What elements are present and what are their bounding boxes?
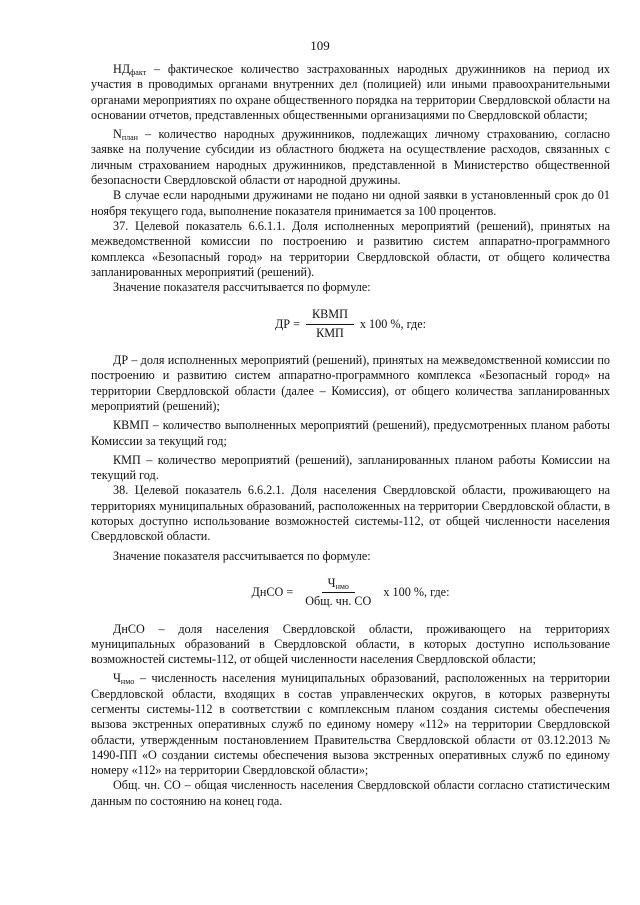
formula-dr [91, 307, 610, 341]
paragraph-chnmo-definition [91, 671, 610, 778]
symbol: НД [113, 62, 131, 76]
formula-numerator: КВМП [306, 307, 354, 324]
formula-fraction [306, 307, 354, 341]
formula-left: ДР = [274, 316, 300, 331]
formula-numerator-subscript: нмо [335, 581, 349, 591]
symbol-subscript: план [121, 133, 138, 143]
paragraph-nd-fact [91, 62, 610, 123]
definition-text: – количество народных дружинников, подлежащих личному страхованию, согласно заявке на получение субсидии из областного бюджета на осуществление расходов, связанных с личным страхованием народных дружинников, представленной в Министерство общественной безопасности Свердловской области от народной дружины. [91, 127, 610, 188]
formula-right: x 100 %, где: [383, 585, 450, 600]
formula-denominator: КМП [316, 325, 344, 340]
paragraph-formula-intro-2: Значение показателя рассчитывается по формуле: [113, 548, 371, 563]
definition-text: – фактическое количество застрахованных народных дружинников на период их участия в проводимых органами внутренних дел (полицией) или иными правоохранительными органами мероприятиях по охране общественного порядка на территории Свердловской области на основании отчетов, представленных общественными организациями по Свердловской области; [91, 62, 610, 122]
paragraph-kmp-definition: КМП – количество мероприятий (решений), запланированных планом работы Комиссии на текущий год. [91, 452, 610, 483]
paragraph-kvmp-definition: КВМП – количество выполненных мероприятий (решений), предусмотренных планом работы Комиссии за текущий год; [91, 418, 610, 448]
symbol: N [113, 127, 122, 142]
formula-denominator: Общ. чн. СО [305, 594, 372, 609]
document-body [91, 62, 610, 809]
formula-left: ДнСО = [251, 585, 294, 600]
symbol: Ч [113, 671, 121, 686]
formula-numerator [322, 576, 355, 593]
formula-right: x 100 %, где: [359, 316, 427, 331]
paragraph-indicator-38: 38. Целевой показатель 6.6.2.1. Доля населения Свердловской области, проживающего на территориях муниципальных образований, расположенных на территории Свердловской области, в которых доступно использование возможностей системы-112, от общей численности населения Свердловской области. [91, 483, 610, 544]
paragraph-formula-intro-1: Значение показателя рассчитывается по формуле: [113, 280, 371, 295]
paragraph-obsch-definition: Общ. чн. СО – общая численность населения Свердловской области согласно статистическим данным по состоянию на конец года. [91, 778, 610, 808]
formula-dnso [91, 576, 610, 610]
formula-numerator-symbol: Ч [327, 575, 336, 590]
definition-text: – численность населения муниципальных образований, расположенных на территории Свердловской области, входящих в состав управленческих округов, в которых развернуты сегменты системы-112 в соответствии с комплексным планом создания системы обеспечения вызова экстренных оперативных служб по единому номеру «112» на территории Свердловской области, утвержденным постановлением Правительства Свердловской области от 03.12.2013 № 1490-ПП «О создании системы обеспечения вызова экстренных оперативных служб по единому номеру «112» на территории Свердловской области»; [91, 671, 610, 778]
symbol-subscript: нмо [120, 677, 135, 687]
paragraph-no-applications: В случае если народными дружинами не подано ни одной заявки в установленный срок до 01 ноября текущего года, выполнение показателя принимается за 100 процентов. [91, 188, 610, 218]
page-number: 109 [310, 38, 330, 53]
symbol-subscript: факт [130, 68, 147, 77]
paragraph-indicator-37: 37. Целевой показатель 6.6.1.1. Доля исполненных мероприятий (решений), принятых на межведомственной комиссии по построению и развитию систем аппаратно-программного комплекса «Безопасный город» на территории Свердловской области, от общего количества запланированных мероприятий (решений). [91, 218, 610, 279]
paragraph-dnso-definition: ДнСО – доля населения Свердловской области, проживающего на территориях муниципальных образований в Свердловской области, в которых доступно использование возможностей системы-112, от общей численности населения Свердловской области; [91, 621, 610, 667]
paragraph-dr-definition: ДР – доля исполненных мероприятий (решений), принятых на межведомственной комиссии по построению и развитию систем аппаратно-программного комплекса «Безопасный город» на территории Свердловской области (далее – Комиссия), от общего количества запланированных мероприятий (решений); [91, 353, 610, 413]
formula-fraction [299, 576, 377, 610]
paragraph-n-plan [91, 127, 610, 188]
